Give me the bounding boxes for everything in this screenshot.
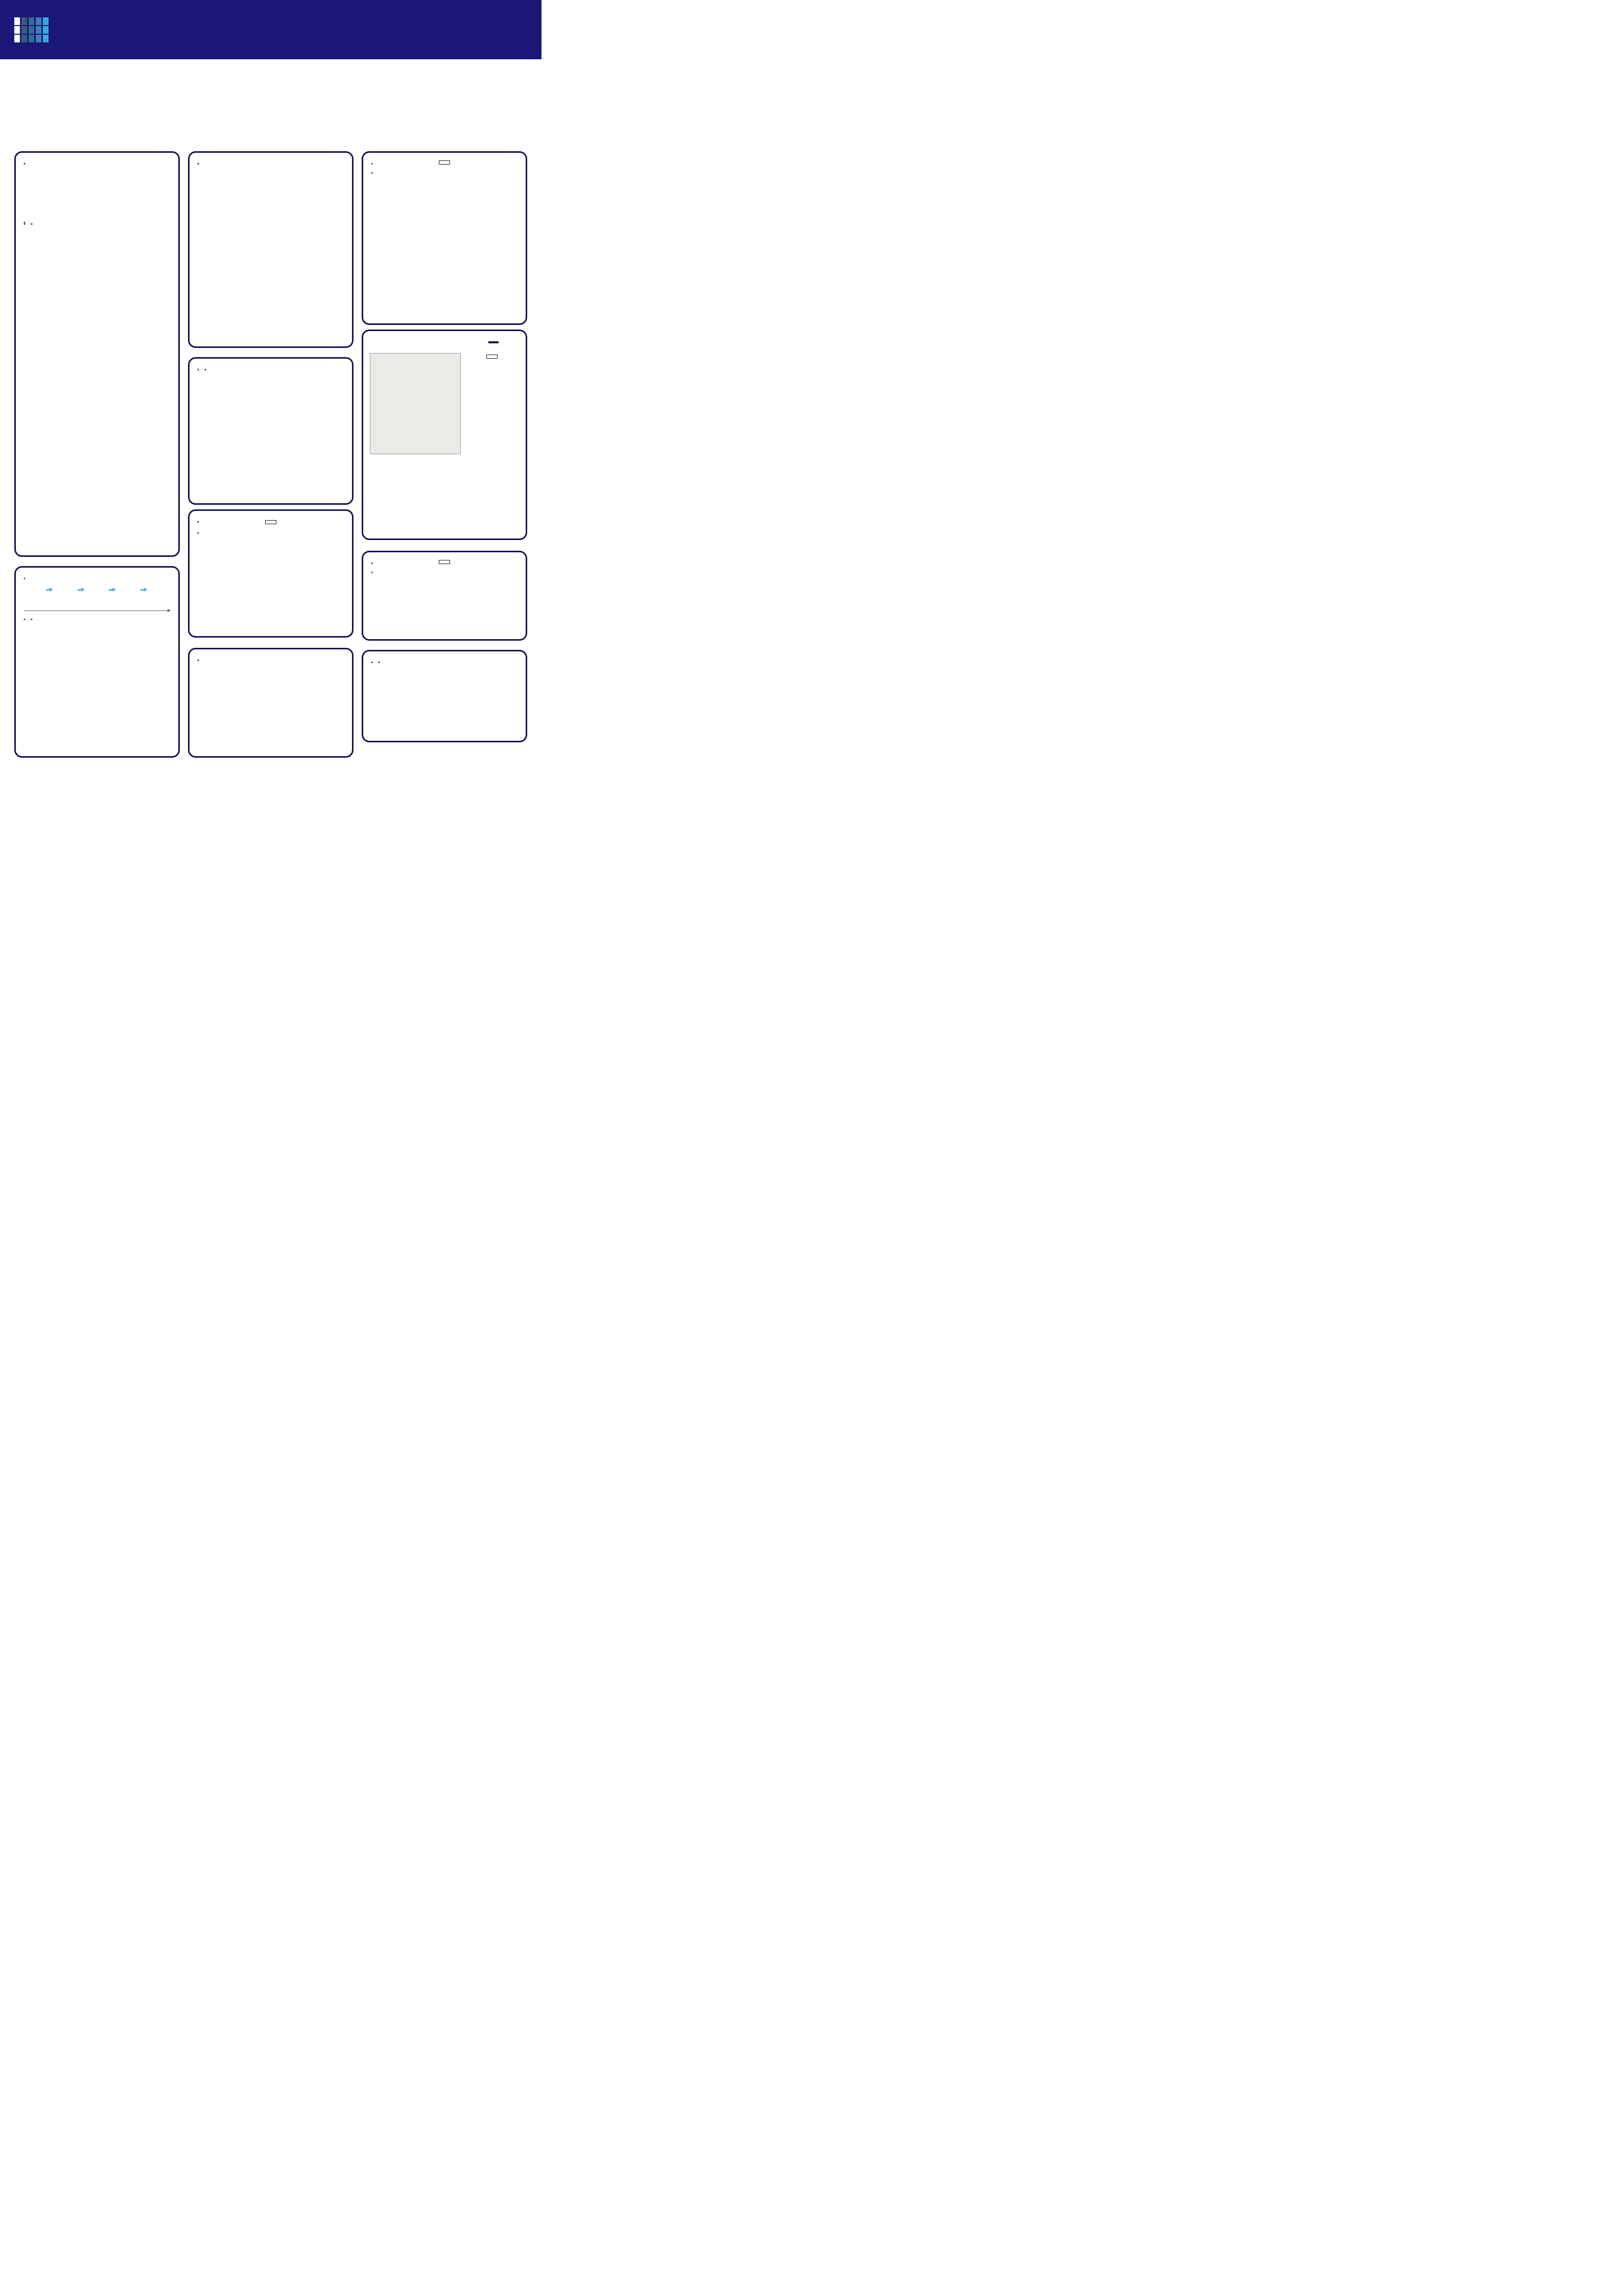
cylinder-diagram [196, 366, 345, 444]
critical-sigma1-figure [26, 616, 93, 673]
section-boundary-area-results [188, 648, 354, 758]
section-transformation [188, 151, 354, 348]
ece-blocks-icon [14, 16, 50, 43]
simplex-volume-figure [315, 162, 341, 194]
k-equals-d-badge [488, 341, 499, 343]
stage-arrow-icon [78, 588, 85, 592]
subcritical-graph-figure [26, 221, 94, 302]
sipl-waveform-icon [242, 22, 318, 36]
section-simulation [362, 330, 527, 540]
section-inner-boundary-areas [188, 357, 354, 505]
special-threshold-formula [370, 160, 519, 166]
ece-logo [14, 16, 55, 43]
header-bar [0, 0, 542, 59]
cech-complex-figure [100, 160, 171, 215]
grassmannian-figure [200, 162, 230, 194]
radius-axis [24, 611, 170, 613]
stage-arrow-icon [140, 588, 148, 592]
critical-sigma2-figure [101, 616, 168, 673]
matlab-icon [503, 335, 519, 349]
loglog-chart [370, 353, 461, 454]
technion-logo [505, 20, 527, 39]
section-conclusions [362, 650, 527, 742]
supercritical-graph-figure [100, 221, 169, 302]
critical-indicator-figure [275, 165, 307, 194]
sim-boxed-result [465, 355, 519, 360]
spherical-cap-figure [238, 162, 267, 194]
inner-threshold-formula [196, 519, 345, 526]
section-critical-faces [14, 566, 180, 758]
stage-arrow-icon [46, 588, 54, 592]
section-future-work [362, 551, 527, 641]
kd-hyperplane-figure [446, 170, 516, 235]
section-inner-area-results [188, 509, 354, 638]
sipl-logo [242, 22, 318, 37]
torus-figure [23, 160, 99, 215]
filtration-stages-figure [22, 575, 172, 604]
future-threshold-formula [370, 560, 519, 566]
k1-sampling-figure [372, 170, 442, 235]
technion-gear-icon [505, 20, 523, 39]
section-special-cases [362, 151, 527, 325]
poster-root [0, 0, 542, 765]
stage-arrow-icon [109, 588, 116, 592]
simulation-notes [461, 353, 519, 454]
section-introduction-goal [14, 151, 180, 557]
